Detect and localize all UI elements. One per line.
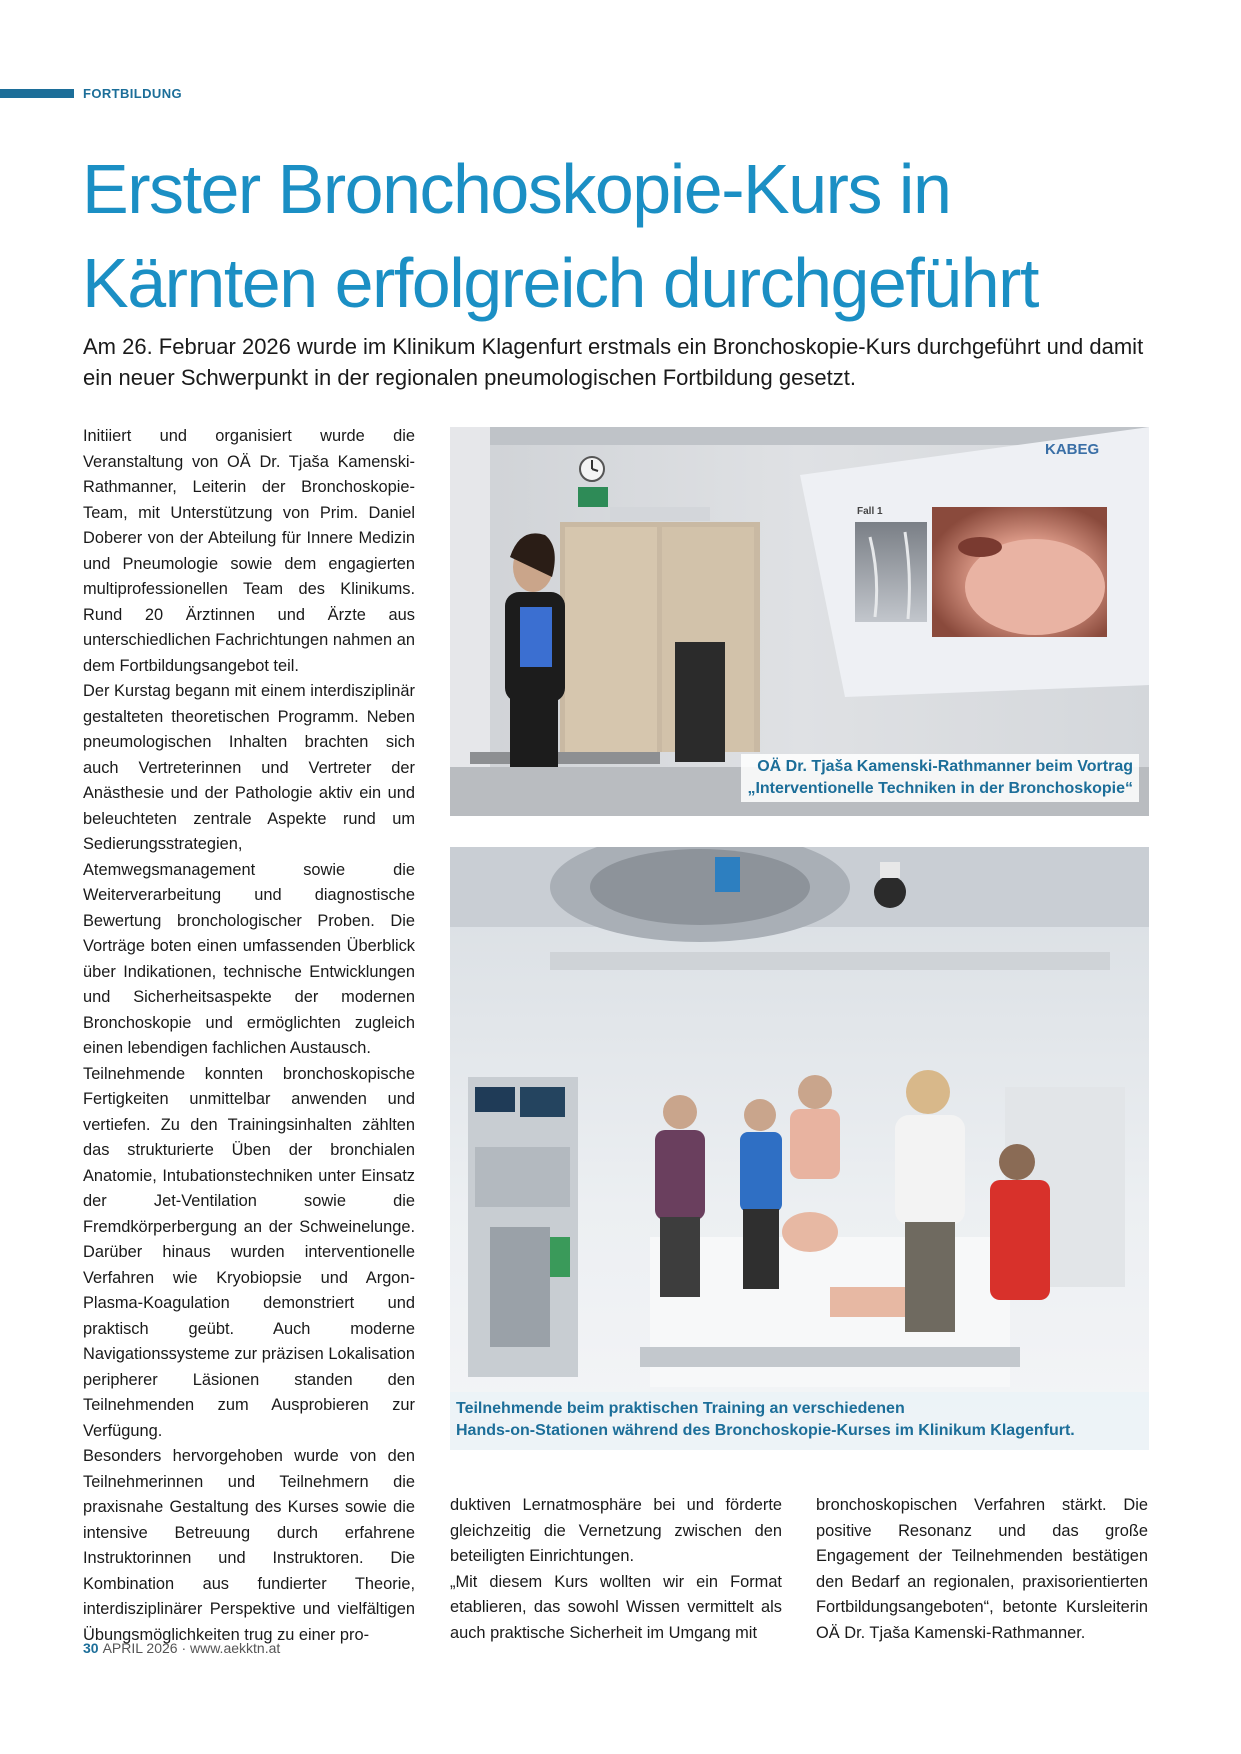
training-photo (450, 847, 1149, 1450)
paragraph: „Mit diesem Kurs wollten wir ein Format etablieren, das sowohl Wissen vermittelt als auch praktische Sicherheit im Umgang mit (450, 1572, 782, 1642)
article-lead: Am 26. Februar 2026 wurde im Klinikum Klagenfurt erstmals ein Bronchoskopie-Kurs durchgeführt und damit ein neuer Schwerpunkt in der regionalen pneumologischen Fortbildung gesetzt. (83, 334, 1144, 390)
lecture-photo-caption (741, 754, 1139, 802)
slide-logo: KABEG (1045, 441, 1100, 458)
page-number: 30 (83, 1640, 99, 1656)
section-label: FORTBILDUNG (83, 86, 182, 101)
caption-line: Hands-on-Stationen während des Bronchoskopie-Kurses im Klinikum Klagenfurt. (456, 1422, 1075, 1439)
lecture-photo (450, 427, 1149, 816)
training-photo-caption (450, 1392, 1149, 1450)
article-headline (82, 142, 1182, 330)
caption-line: Teilnehmende beim praktischen Training an verschiedenen (456, 1400, 905, 1417)
paragraph: Der Kurstag begann mit einem interdisziplinär gestalteten theoretischen Programm. Neben pneumologischen Inhalten brachten sich auch Vertreterinnen und Vertreter der Anästhesie und der Pathologie aktiv ein und beleuchteten zentrale Aspekte rund um Sedierungsstrategien, Atemwegsmanagement sowie die Weiterverarbeitung und diagnostische Bewertung bronchologischer Proben. Die Vorträge boten einen umfassenden Überblick über Indikationen, technische Entwicklungen und Sicherheitsaspekte der modernen Bronchoskopie und ermöglichten zugleich einen lebendigen fachlichen Austausch. (83, 682, 415, 1057)
headline-line-2: Kärnten erfolgreich durchgeführt (82, 244, 1038, 322)
text-column-2 (450, 1493, 782, 1646)
slide-label: Fall 1 (857, 506, 883, 517)
page-footer (83, 1640, 280, 1656)
headline-line-1: Erster Bronchoskopie-Kurs in (82, 150, 951, 228)
paragraph: Initiiert und organisiert wurde die Veranstaltung von OÄ Dr. Tjaša Kamenski-Rathmanner, Leiterin der Bronchoskopie-Team, mit Unterstützung von Prim. Daniel Doberer von der Abteilung für Innere Medizin und Pneumologie sowie dem engagierten multiprofessionellen Team des Klinikums. Rund 20 Ärztinnen und Ärzte aus unterschiedlichen Fachrichtungen nahmen an dem Fortbildungsangebot teil. (83, 427, 415, 675)
caption-line: „Interventionelle Techniken in der Bronchoskopie“ (747, 780, 1133, 797)
caption-line: OÄ Dr. Tjaša Kamenski-Rathmanner beim Vortrag (757, 758, 1133, 775)
text-column-1 (83, 424, 415, 1648)
paragraph: Besonders hervorgehoben wurde von den Teilnehmerinnen und Teilnehmern die praxisnahe Gestaltung des Kurses sowie die intensive Betreuung durch erfahrene Instruktorinnen und Instruktoren. Die Kombination aus fundierter Theorie, interdisziplinärer Perspektive und vielfältigen Übungsmöglichkeiten trug zu einer pro- (83, 1447, 415, 1644)
paragraph: bronchoskopischen Verfahren stärkt. Die positive Resonanz und das große Engagement der Teilnehmenden bestätigen den Bedarf an regionalen, praxisorientierten Fortbildungsangeboten“, betonte Kursleiterin OÄ Dr. Tjaša Kamenski-Rathmanner. (816, 1496, 1148, 1642)
section-accent-bar (0, 89, 74, 98)
training-photo-image (450, 847, 1149, 1450)
text-column-3 (816, 1493, 1148, 1646)
paragraph: Teilnehmende konnten bronchoskopische Fertigkeiten unmittelbar anwenden und vertiefen. Zu den Trainingsinhalten zählten das strukturierte Üben der bronchialen Anatomie, Intubationstechniken unter Einsatz der Jet-Ventilation sowie die Fremdkörperbergung an der Schweinelunge. Darüber hinaus wurden interventionelle Verfahren wie Kryobiopsie und Argon-Plasma-Koagulation demonstriert und praktisch geübt. Auch moderne Navigationssysteme zur präzisen Lokalisation peripherer Läsionen standen den Teilnehmenden zum Ausprobieren zur Verfügung. (83, 1064, 415, 1440)
issue-and-website: APRIL 2026 · www.aekktn.at (102, 1640, 281, 1656)
paragraph: duktiven Lernatmosphäre bei und förderte gleichzeitig die Vernetzung zwischen den beteiligten Einrichtungen. (450, 1496, 782, 1565)
